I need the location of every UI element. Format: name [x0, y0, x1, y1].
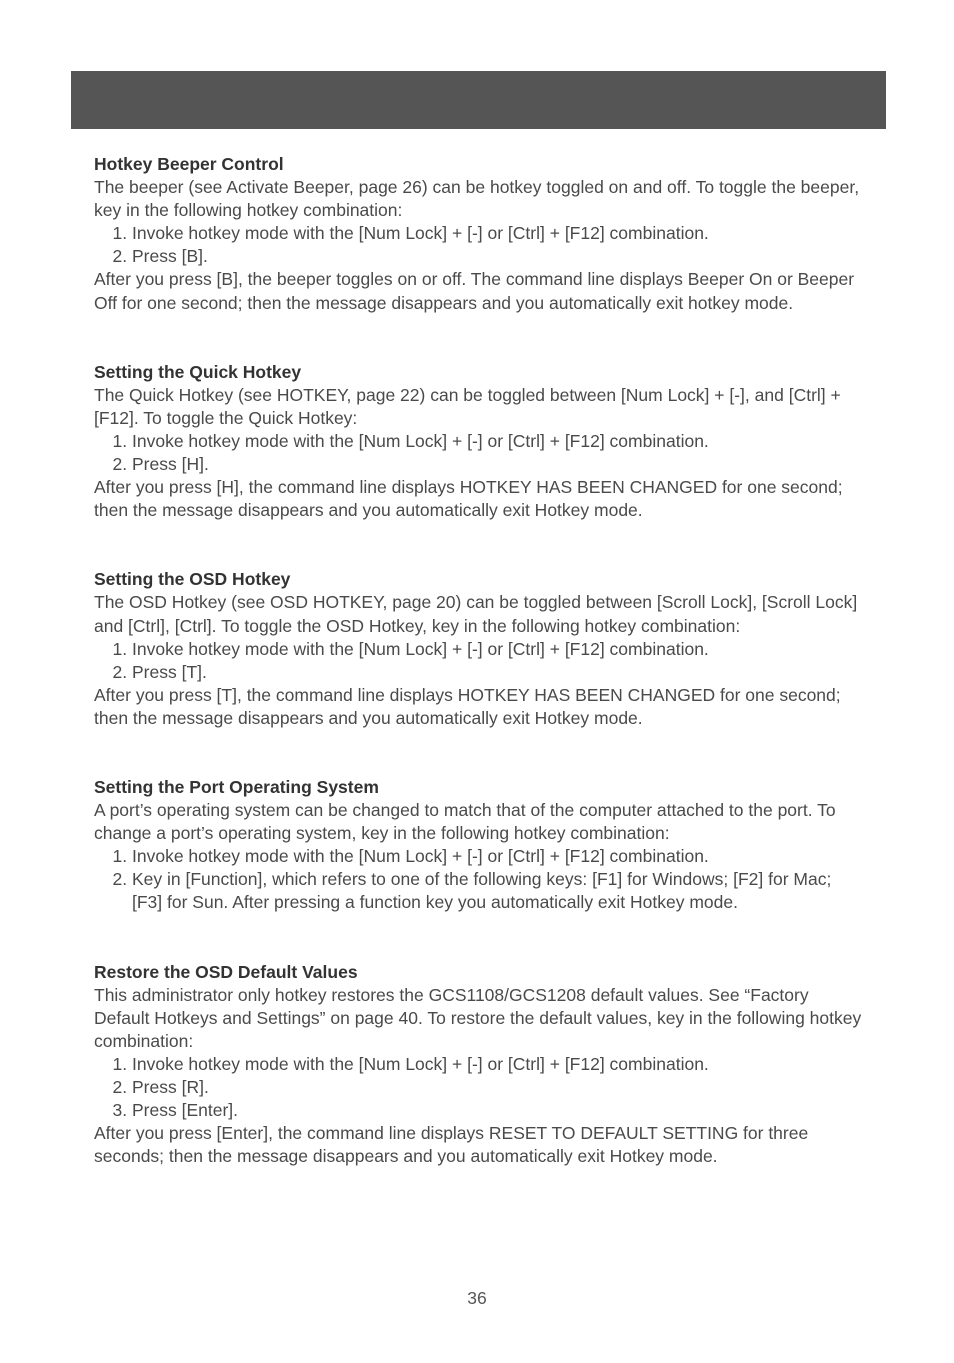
section-intro: The beeper (see Activate Beeper, page 26) can be hotkey toggled on and off. To toggle the beeper, key in the following hotkey combination:: [94, 177, 860, 221]
step-item: 3. Press [Enter].: [132, 1099, 864, 1122]
step-item: 1. Invoke hotkey mode with the [Num Lock] + [-] or [Ctrl] + [F12] combination.: [132, 430, 864, 453]
section-title: Setting the Port Operating System: [94, 776, 379, 797]
section-setting-port-os: [94, 776, 864, 915]
steps-list: [94, 222, 864, 268]
step-item: 1. Invoke hotkey mode with the [Num Lock] + [-] or [Ctrl] + [F12] combination.: [132, 638, 864, 661]
step-item: 1. Invoke hotkey mode with the [Num Lock] + [-] or [Ctrl] + [F12] combination.: [132, 845, 864, 868]
page-number: 36: [467, 1288, 487, 1308]
steps-list: [94, 845, 864, 914]
section-intro: A port’s operating system can be changed to match that of the computer attached to the port. To change a port’s operating system, key in the following hotkey combination:: [94, 800, 836, 844]
steps-list: [94, 1053, 864, 1122]
step-item: 2. Press [T].: [132, 661, 864, 684]
step-item: 1. Invoke hotkey mode with the [Num Lock] + [-] or [Ctrl] + [F12] combination.: [132, 1053, 864, 1076]
section-intro: The OSD Hotkey (see OSD HOTKEY, page 20) can be toggled between [Scroll Lock], [Scroll Lock] and [Ctrl], [Ctrl]. To toggle the OSD Hotkey, key in the following hotkey combination:: [94, 592, 858, 636]
step-item: 2. Press [R].: [132, 1076, 864, 1099]
page-content: [94, 153, 864, 1214]
step-item: 1. Invoke hotkey mode with the [Num Lock] + [-] or [Ctrl] + [F12] combination.: [132, 222, 864, 245]
section-title: Hotkey Beeper Control: [94, 154, 284, 174]
step-item: 2. Key in [Function], which refers to one of the following keys: [F1] for Windows; [F2] for Mac; [F3] for Sun. After pressing a function key you automatically exit Hotkey mode.: [132, 868, 864, 914]
section-hotkey-beeper-control: [94, 153, 864, 315]
section-intro: This administrator only hotkey restores the GCS1108/GCS1208 default values. See “Factory Default Hotkeys and Settings” on page 40. To restore the default values, key in the following hotkey combination:: [94, 984, 862, 1051]
section-setting-quick-hotkey: [94, 361, 864, 523]
section-outro: After you press [H], the command line displays HOTKEY HAS BEEN CHANGED for one second; then the message disappears and you automatically exit Hotkey mode.: [94, 477, 843, 521]
section-restore-osd-defaults: [94, 961, 864, 1169]
section-outro: After you press [B], the beeper toggles on or off. The command line displays Beeper On or Beeper Off for one second; then the message disappears and you automatically exit hotkey mode.: [94, 269, 855, 313]
section-setting-osd-hotkey: [94, 568, 864, 730]
step-item: 2. Press [H].: [132, 453, 864, 476]
section-intro: The Quick Hotkey (see HOTKEY, page 22) can be toggled between [Num Lock] + [-], and [Ctrl] + [F12]. To toggle the Quick Hotkey:: [94, 384, 841, 428]
steps-list: [94, 638, 864, 684]
section-title: Restore the OSD Default Values: [94, 961, 358, 982]
section-outro: After you press [T], the command line displays HOTKEY HAS BEEN CHANGED for one second; then the message disappears and you automatically exit Hotkey mode.: [94, 684, 841, 728]
section-title: Setting the Quick Hotkey: [94, 361, 302, 382]
section-outro: After you press [Enter], the command line displays RESET TO DEFAULT SETTING for three seconds; then the message disappears and you automatically exit Hotkey mode.: [94, 1123, 809, 1167]
steps-list: [94, 430, 864, 476]
header-bar: [71, 71, 886, 129]
step-item: 2. Press [B].: [132, 245, 864, 268]
section-title: Setting the OSD Hotkey: [94, 569, 291, 590]
